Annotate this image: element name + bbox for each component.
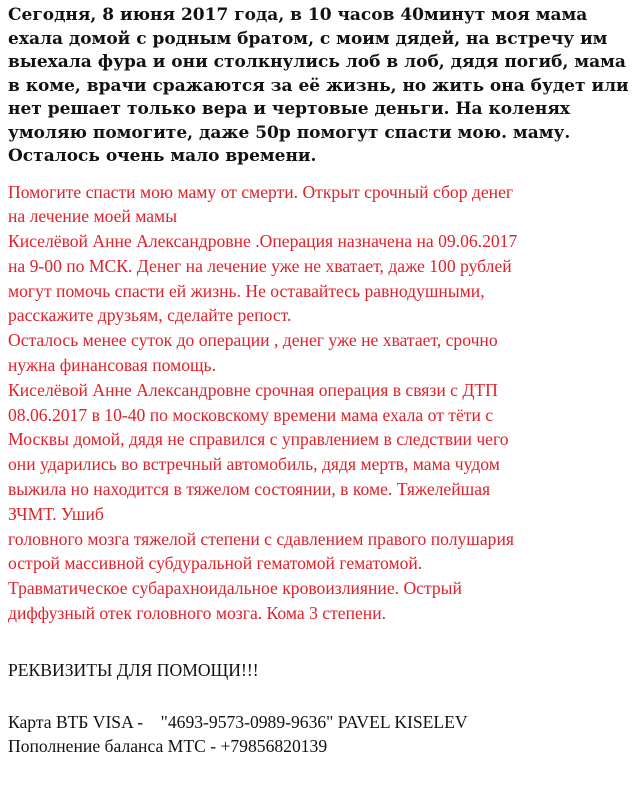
appeal-line: Осталось менее суток до операции , денег уже не хватает, срочно (8, 330, 498, 351)
appeal-line: нужна финансовая помощь. (8, 355, 216, 376)
requisites-block (8, 710, 632, 759)
requisites-title: РЕКВИЗИТЫ ДЛЯ ПОМОЩИ!!! (8, 659, 259, 680)
appeal-line: Травматическое субарахноидальное кровоизлияние. Острый (8, 578, 462, 599)
appeal-line: 08.06.2017 в 10-40 по московскому времени мама ехала от тёти с (8, 404, 494, 425)
appeal-line: расскажите друзьям, сделайте репост. (8, 305, 292, 326)
appeal-line: выжила но находится в тяжелом состоянии, в коме. Тяжелейшая (8, 479, 491, 500)
mts-line: Пополнение баланса МТС - +79856820139 (8, 736, 328, 757)
appeal-line: диффузный отек головного мозга. Кома 3 степени. (8, 603, 387, 624)
appeal-line: Киселёвой Анне Александровне срочная операция в связи с ДТП (8, 379, 498, 400)
appeal-line: головного мозга тяжелой степени с сдавлением правого полушария (8, 528, 514, 549)
appeal-line: острой массивной субдуральной гематомой гематомой. (8, 553, 423, 574)
card-line: Карта ВТБ VISA - "4693-9573-0989-9636" PAVEL KISELEV (8, 711, 468, 732)
appeal-line: на 9-00 по МСК. Денег на лечение уже не хватает, даже 100 рублей (8, 255, 512, 276)
appeal-line: могут помочь спасти ей жизнь. Не оставайтесь равнодушными, (8, 280, 485, 301)
appeal-block (8, 180, 632, 626)
appeal-line: на лечение моей мамы (8, 206, 178, 227)
appeal-line: Москвы домой, дядя не справился с управлением в следствии чего (8, 429, 509, 450)
appeal-line: Помогите спасти мою маму от смерти. Открыт срочный сбор денег (8, 181, 514, 202)
header-paragraph: Сегодня, 8 июня 2017 года, в 10 часов 40минут моя мама ехала домой с родным братом, с моим дядей, на встречу им выехала фура и они столкнулись лоб в лоб, дядя погиб, мама в коме, врачи сражаются за её жизнь, но жить она будет или нет решает только вера и чертовые деньги. На коленях умоляю помогите, даже 50р помогут спасти мою. маму. Осталось очень мало времени. (8, 5, 629, 166)
appeal-line: Киселёвой Анне Александровне .Операция назначена на 09.06.2017 (8, 231, 518, 252)
appeal-line: ЗЧМТ. Ушиб (8, 503, 104, 524)
appeal-line: они ударились во встречный автомобиль, дядя мертв, мама чудом (8, 454, 500, 475)
